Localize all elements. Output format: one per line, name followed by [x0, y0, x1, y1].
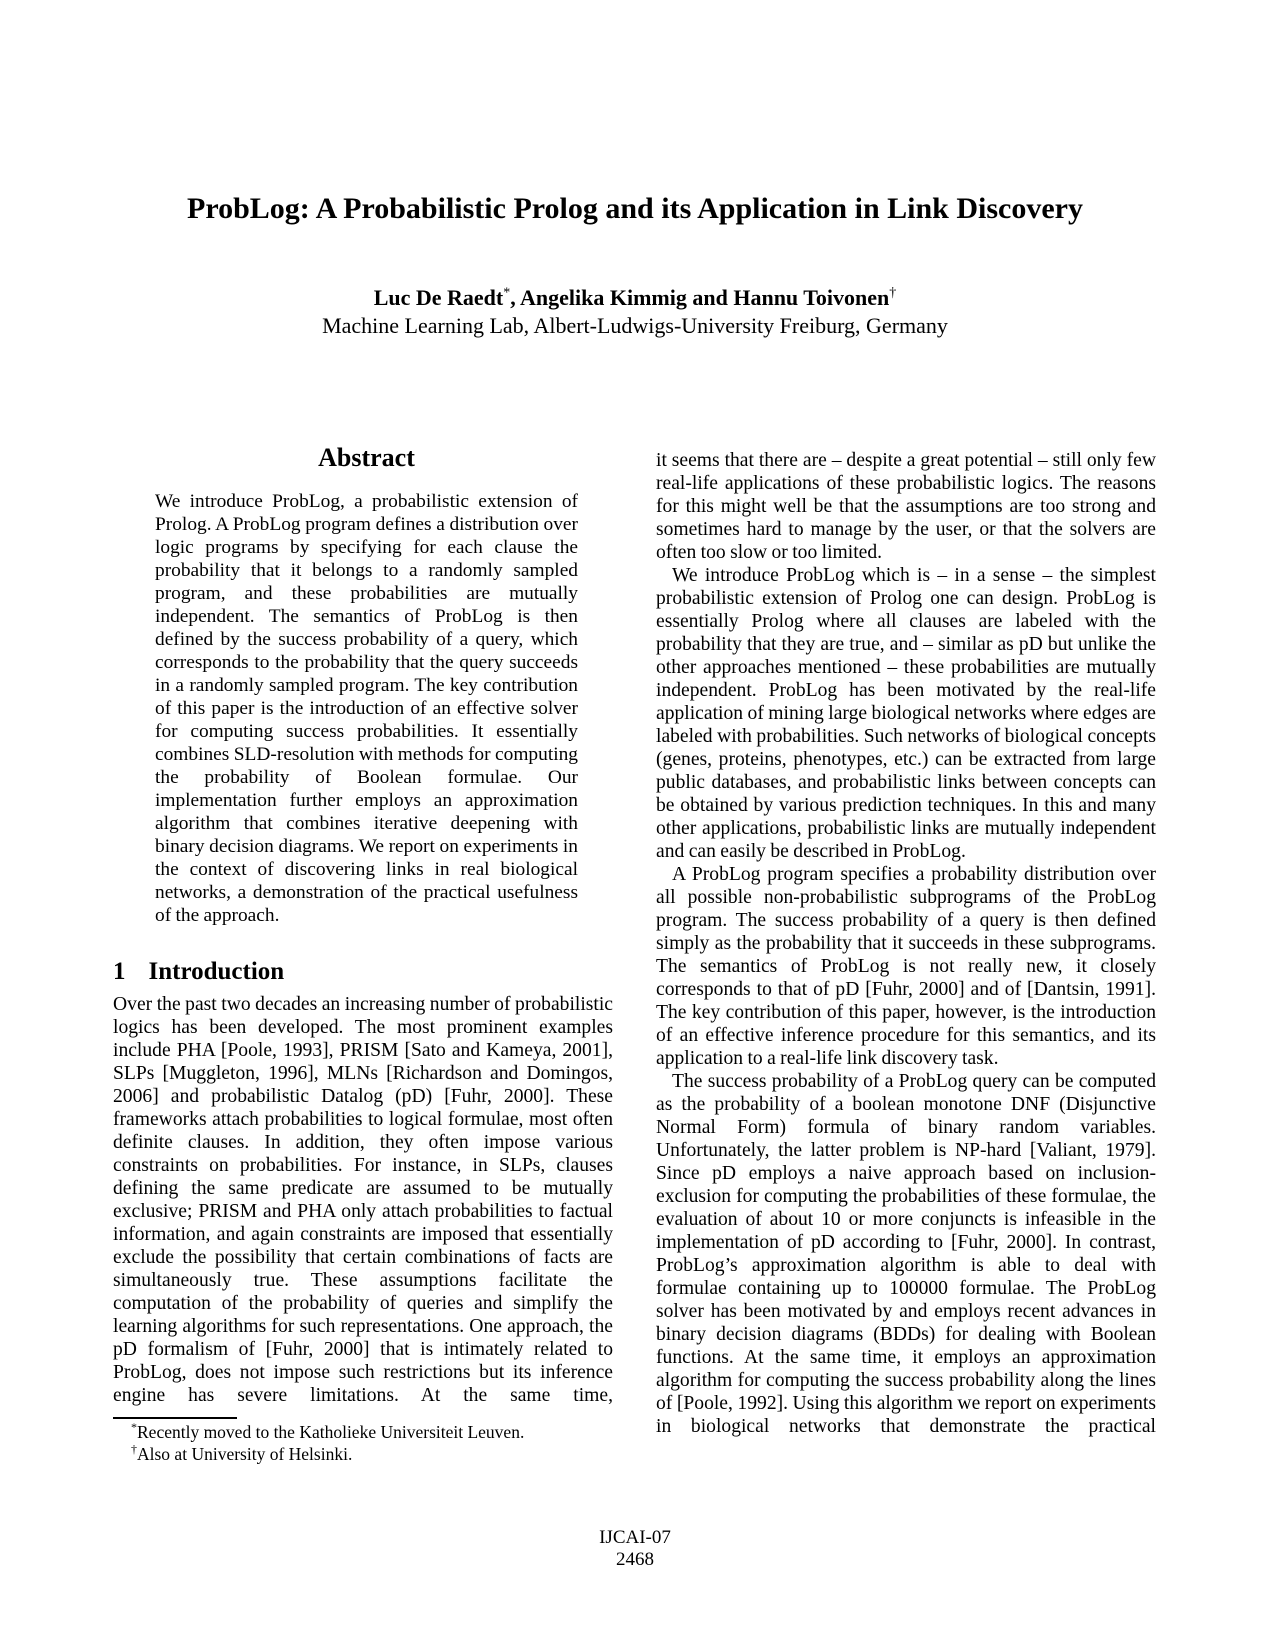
author-footnote-marker-dagger: †	[889, 285, 897, 301]
body-paragraph: A ProbLog program specifies a probability distribution over all possible non-probabilistic subprograms of the ProbLog program. The success probability of a query is then defined simply as the probability that it succeeds in these subprograms. The semantics of ProbLog is not really new, it closely corresponds to that of pD [Fuhr, 2000] and of [Dantsin, 1991]. The key contribution of this paper, however, is the introduction of an effective inference procedure for this semantics, and its application to a real-life link discovery task.	[656, 864, 1156, 1069]
abstract-heading: Abstract	[318, 443, 415, 472]
paper-title: ProbLog: A Probabilistic Prolog and its Application in Link Discovery	[187, 192, 1083, 225]
column-right	[656, 449, 1157, 1438]
footnote-marker-asterisk: *	[131, 1420, 137, 1435]
column-left	[113, 443, 613, 1465]
abstract-text: We introduce ProbLog, a probabilistic extension of Prolog. A ProbLog program defines a distribution over logic programs by specifying for each clause the probability that it belongs to a randomly sampled program, and these probabilities are mutually independent. The semantics of ProbLog is then defined by the success probability of a query, which corresponds to the probability that the query succeeds in a randomly sampled program. The key contribution of this paper is the introduction of an effective solver for computing success probabilities. It essentially combines SLD-resolution with methods for computing the probability of Boolean formulae. Our implementation further employs an approximation algorithm that combines iterative deepening with binary decision diagrams. We report on experiments in the context of discovering links in real biological networks, a demonstration of the practical usefulness of the approach.	[155, 491, 578, 926]
author-line	[113, 285, 1157, 311]
author-name: Luc De Raedt	[373, 285, 504, 310]
author-names: , Angelika Kimmig and Hannu Toivonen	[510, 285, 890, 310]
section-number: 1	[113, 958, 126, 985]
footnote	[113, 1441, 613, 1466]
footnotes	[113, 1422, 613, 1465]
footnote-text: Also at University of Helsinki.	[137, 1443, 353, 1464]
intro-paragraph: Over the past two decades an increasing number of probabilistic logics has been developed. The most prominent examples include PHA [Poole, 1993], PRISM [Sato and Kameya, 2001], SLPs [Muggleton, 1996], MLNs [Richardson and Domingos, 2006] and probabilistic Datalog (pD) [Fuhr, 2000]. These frameworks attach probabilities to logical formulae, most often definite clauses. In addition, they often impose various constraints on probabilities. For instance, in SLPs, clauses defining the same predicate are assumed to be mutually exclusive; PRISM and PHA only attach probabilities to factual information, and again constraints are imposed that essentially exclude the possibility that certain combinations of facts are simultaneously true. These assumptions facilitate the computation of the probability of queries and simplify the learning algorithms for such representations. One approach, the pD formalism of [Fuhr, 2000] that is intimately related to ProbLog, does not impose such restrictions but its inference engine has severe limitations. At the same time,	[113, 994, 613, 1406]
section-title: Introduction	[148, 958, 285, 985]
footnote	[113, 1422, 613, 1444]
affiliation: Machine Learning Lab, Albert-Ludwigs-University Freiburg, Germany	[322, 313, 948, 338]
page-footer	[113, 1527, 1157, 1571]
footnote-marker-dagger: †	[131, 1441, 137, 1456]
body-paragraph: The success probability of a ProbLog query can be computed as the probability of a boolean monotone DNF (Disjunctive Normal Form) formula of binary random variables. Unfortunately, the latter problem is NP-hard [Valiant, 1979]. Since pD employs a naive approach based on inclusion-exclusion for computing the probabilities of these formulae, the evaluation of about 10 or more conjuncts is infeasible in the implementation of pD according to [Fuhr, 2000]. In contrast, ProbLog’s approximation algorithm is able to deal with formulae containing up to 100000 formulae. The ProbLog solver has been motivated by and employs recent advances in binary decision diagrams (BDDs) for dealing with Boolean functions. At the same time, it employs an approximation algorithm for computing the success probability along the lines of [Poole, 1992]. Using this algorithm we report on experiments in biological networks that demonstrate the practical	[656, 1071, 1156, 1437]
section-heading-introduction	[113, 958, 613, 986]
body-paragraph: We introduce ProbLog which is – in a sense – the simplest probabilistic extension of Prolog one can design. ProbLog is essentially Prolog where all clauses are labeled with the probability that they are true, and – similar as pD but unlike the other approaches mentioned – these probabilities are mutually independent. ProbLog has been motivated by the real-life application of mining large biological networks where edges are labeled with probabilities. Such networks of biological concepts (genes, proteins, phenotypes, etc.) can be extracted from large public databases, and probabilistic links between concepts can be obtained by various prediction techniques. In this and many other applications, probabilistic links are mutually independent and can easily be described in ProbLog.	[656, 565, 1156, 862]
body-paragraph: it seems that there are – despite a great potential – still only few real-life applications of these probabilistic logics. The reasons for this might well be that the assumptions are too strong and sometimes hard to manage by the user, or that the solvers are often too slow or too limited.	[656, 450, 1156, 563]
footnote-rule	[113, 1417, 237, 1419]
footnote-text: Recently moved to the Katholieke Universiteit Leuven.	[137, 1422, 525, 1442]
author-footnote-marker-asterisk: *	[503, 285, 511, 301]
footer-conference: IJCAI-07	[599, 1527, 671, 1548]
footer-page-number: 2468	[616, 1549, 654, 1570]
